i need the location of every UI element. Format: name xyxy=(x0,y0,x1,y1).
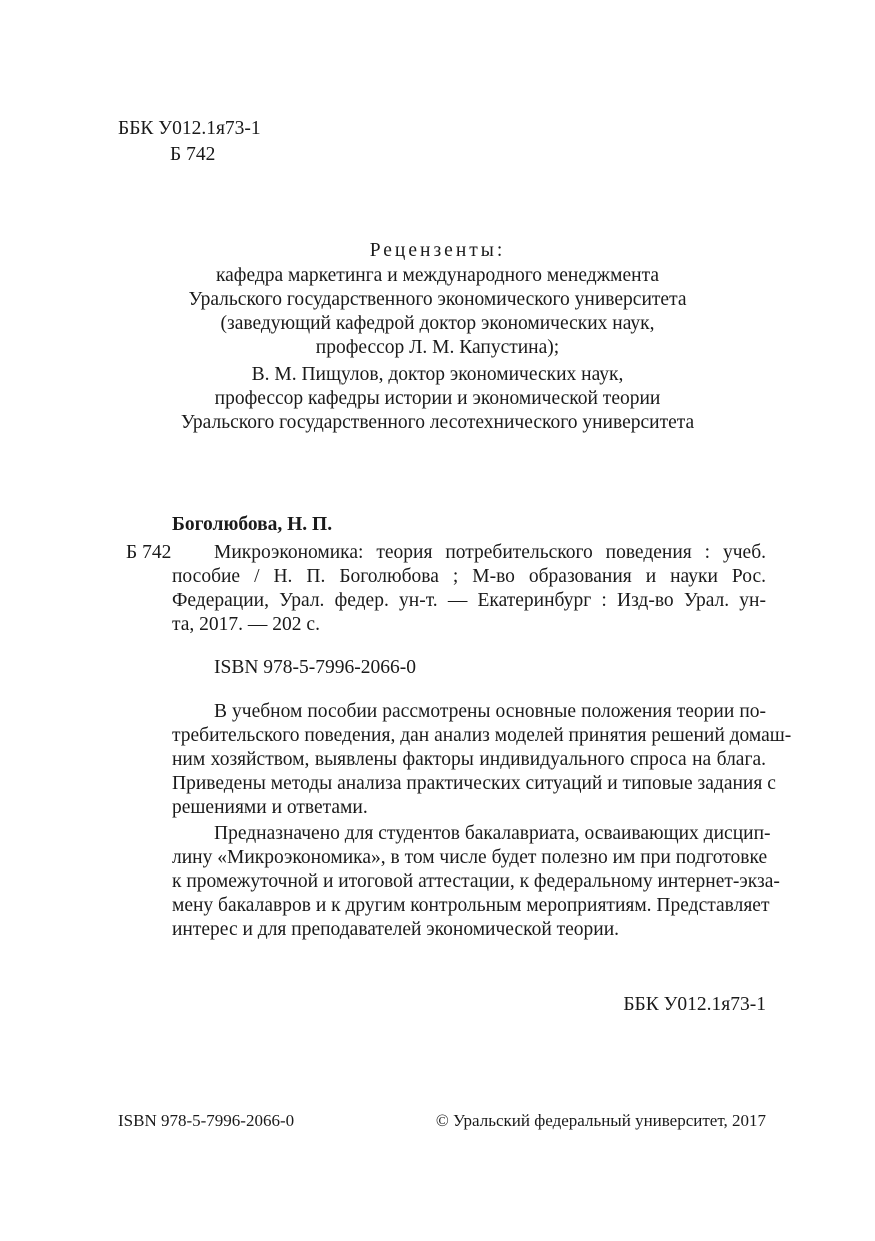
abstract-line: требительского поведения, дан анализ моделей принятия решений домаш- xyxy=(172,725,792,746)
abstract-line: Предназначено для студентов бакалавриата, осваивающих дисцип- xyxy=(214,823,771,844)
isbn-record: ISBN 978-5-7996-2066-0 xyxy=(214,657,417,678)
record-line: Федерации, Урал. федер. ун-т. — Екатеринбург : Изд-во Урал. ун- xyxy=(172,590,766,611)
bbk-bottom: ББК У012.1я73-1 xyxy=(623,994,766,1015)
reviewer-line: профессор Л. М. Капустина); xyxy=(315,337,560,358)
footer-isbn: ISBN 978-5-7996-2066-0 xyxy=(118,1111,295,1130)
reviewer-line: кафедра маркетинга и международного менеджмента xyxy=(215,265,660,286)
bbk-classification: ББК У012.1я73-1 xyxy=(118,118,261,139)
reviewers-heading: Рецензенты: xyxy=(369,240,506,261)
abstract-line: интерес и для преподавателей экономической теории. xyxy=(172,919,620,940)
reviewer-line: В. М. Пищулов, доктор экономических наук, xyxy=(251,364,624,385)
record-line: пособие / Н. П. Боголюбова ; М-во образования и науки Рос. xyxy=(172,566,766,587)
author-mark-code: Б 742 xyxy=(170,144,216,165)
author-name: Боголюбова, Н. П. xyxy=(172,514,333,535)
abstract-line: ним хозяйством, выявлены факторы индивидуального спроса на блага. xyxy=(172,749,766,770)
abstract-line: лину «Микроэкономика», в том числе будет полезно им при подготовке xyxy=(172,847,768,868)
abstract-line: В учебном пособии рассмотрены основные положения теории по- xyxy=(214,701,766,722)
record-code: Б 742 xyxy=(126,542,172,563)
abstract-line: Приведены методы анализа практических ситуаций и типовые задания с xyxy=(172,773,776,794)
reviewer-line: Уральского государственного экономического университета xyxy=(188,289,687,310)
reviewer-line: (заведующий кафедрой доктор экономических наук, xyxy=(220,313,655,334)
reviewer-line: Уральского государственного лесотехнического университета xyxy=(180,412,695,433)
abstract-line: мену бакалавров и к другим контрольным мероприятиям. Представляет xyxy=(172,895,770,916)
abstract-line: решениями и ответами. xyxy=(172,797,368,818)
record-line: Микроэкономика: теория потребительского поведения : учеб. xyxy=(214,542,766,563)
abstract-line: к промежуточной и итоговой аттестации, к федеральному интернет-экза- xyxy=(172,871,780,892)
footer-copyright: © Уральский федеральный университет, 2017 xyxy=(435,1111,766,1130)
reviewer-line: профессор кафедры истории и экономической теории xyxy=(214,388,661,409)
record-line: та, 2017. — 202 с. xyxy=(172,614,320,635)
